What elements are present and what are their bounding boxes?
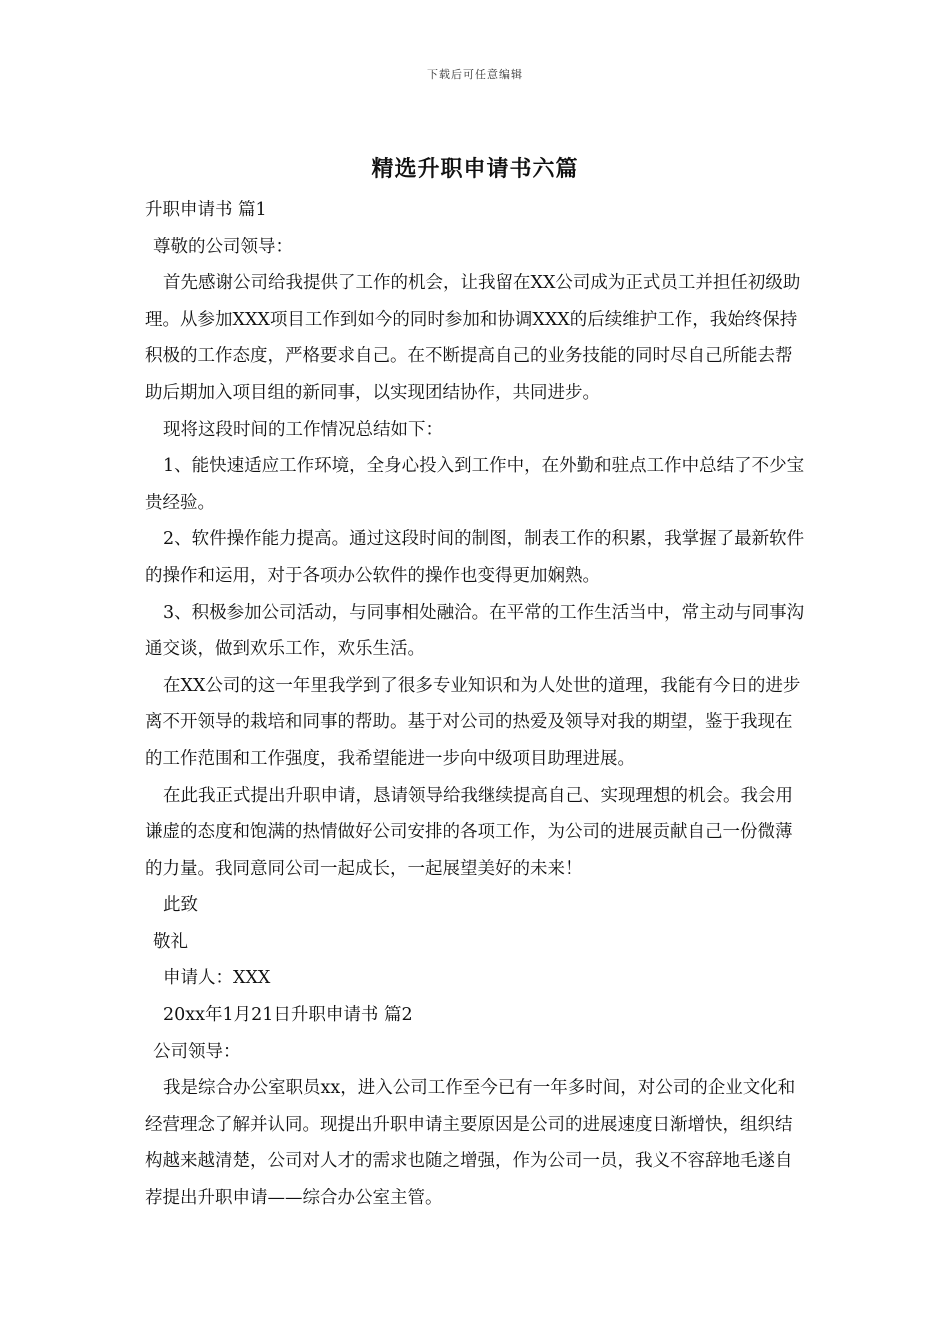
closing-line: 此致 bbox=[163, 895, 198, 916]
body-paragraph: 在XX公司的这一年里我学到了很多专业知识和为人处世的道理，我能有今日的进步离不开领导的栽培和同事的帮助。基于对公司的热爱及领导对我的期望，鉴于我现在的工作范围和工作强度，我希望能进一步向中级项目助理进展。 bbox=[145, 675, 801, 769]
document-body bbox=[145, 192, 809, 1217]
body-paragraph: 我是综合办公室职员xx，进入公司工作至今已有一年多时间，对公司的企业文化和经营理念了解并认同。现提出升职申请主要原因是公司的进展速度日渐增快，组织结构越来越清楚，公司对人才的需求也随之增强，作为公司一员，我义不容辞地毛遂自荐提出升职申请——综合办公室主管。 bbox=[145, 1078, 796, 1209]
closing-line: 敬礼 bbox=[153, 931, 188, 952]
body-paragraph: 首先感谢公司给我提供了工作的机会，让我留在XX公司成为正式员工并担任初级助理。从参加XXX项目工作到如今的同时参加和协调XXX的后续维护工作，我始终保持积极的工作态度，严格要求自己。在不断提高自己的业务技能的同时尽自己所能去帮助后期加入项目组的新同事，以实现团结协作，共同进步。 bbox=[145, 273, 801, 403]
date-and-section-heading-2: 20xx年1月21日升职申请书 篇2 bbox=[163, 1005, 413, 1026]
list-item: 1、能快速适应工作环境，全身心投入到工作中，在外勤和驻点工作中总结了不少宝贵经验。 bbox=[145, 456, 805, 513]
section-heading-1: 升职申请书 篇1 bbox=[145, 200, 267, 220]
salutation-2: 公司领导： bbox=[153, 1041, 241, 1062]
body-paragraph: 现将这段时间的工作情况总结如下： bbox=[163, 419, 443, 440]
document-title: 精选升职申请书六篇 bbox=[371, 156, 579, 182]
body-paragraph: 在此我正式提出升职申请，恳请领导给我继续提高自己、实现理想的机会。我会用谦虚的态度和饱满的热情做好公司安排的各项工作，为公司的进展贡献自己一份微薄的力量。我同意同公司一起成长，一起展望美好的未来！ bbox=[145, 785, 793, 879]
salutation-1: 尊敬的公司领导： bbox=[153, 236, 293, 257]
list-item: 2、软件操作能力提高。通过这段时间的制图，制表工作的积累，我掌握了最新软件的操作和运用，对于各项办公软件的操作也变得更加娴熟。 bbox=[145, 529, 805, 586]
applicant-line: 申请人：XXX bbox=[163, 968, 271, 989]
header-note: 下载后可任意编辑 bbox=[427, 68, 523, 81]
list-item: 3、积极参加公司活动，与同事相处融洽。在平常的工作生活当中，常主动与同事沟通交谈，做到欢乐工作，欢乐生活。 bbox=[145, 602, 805, 660]
